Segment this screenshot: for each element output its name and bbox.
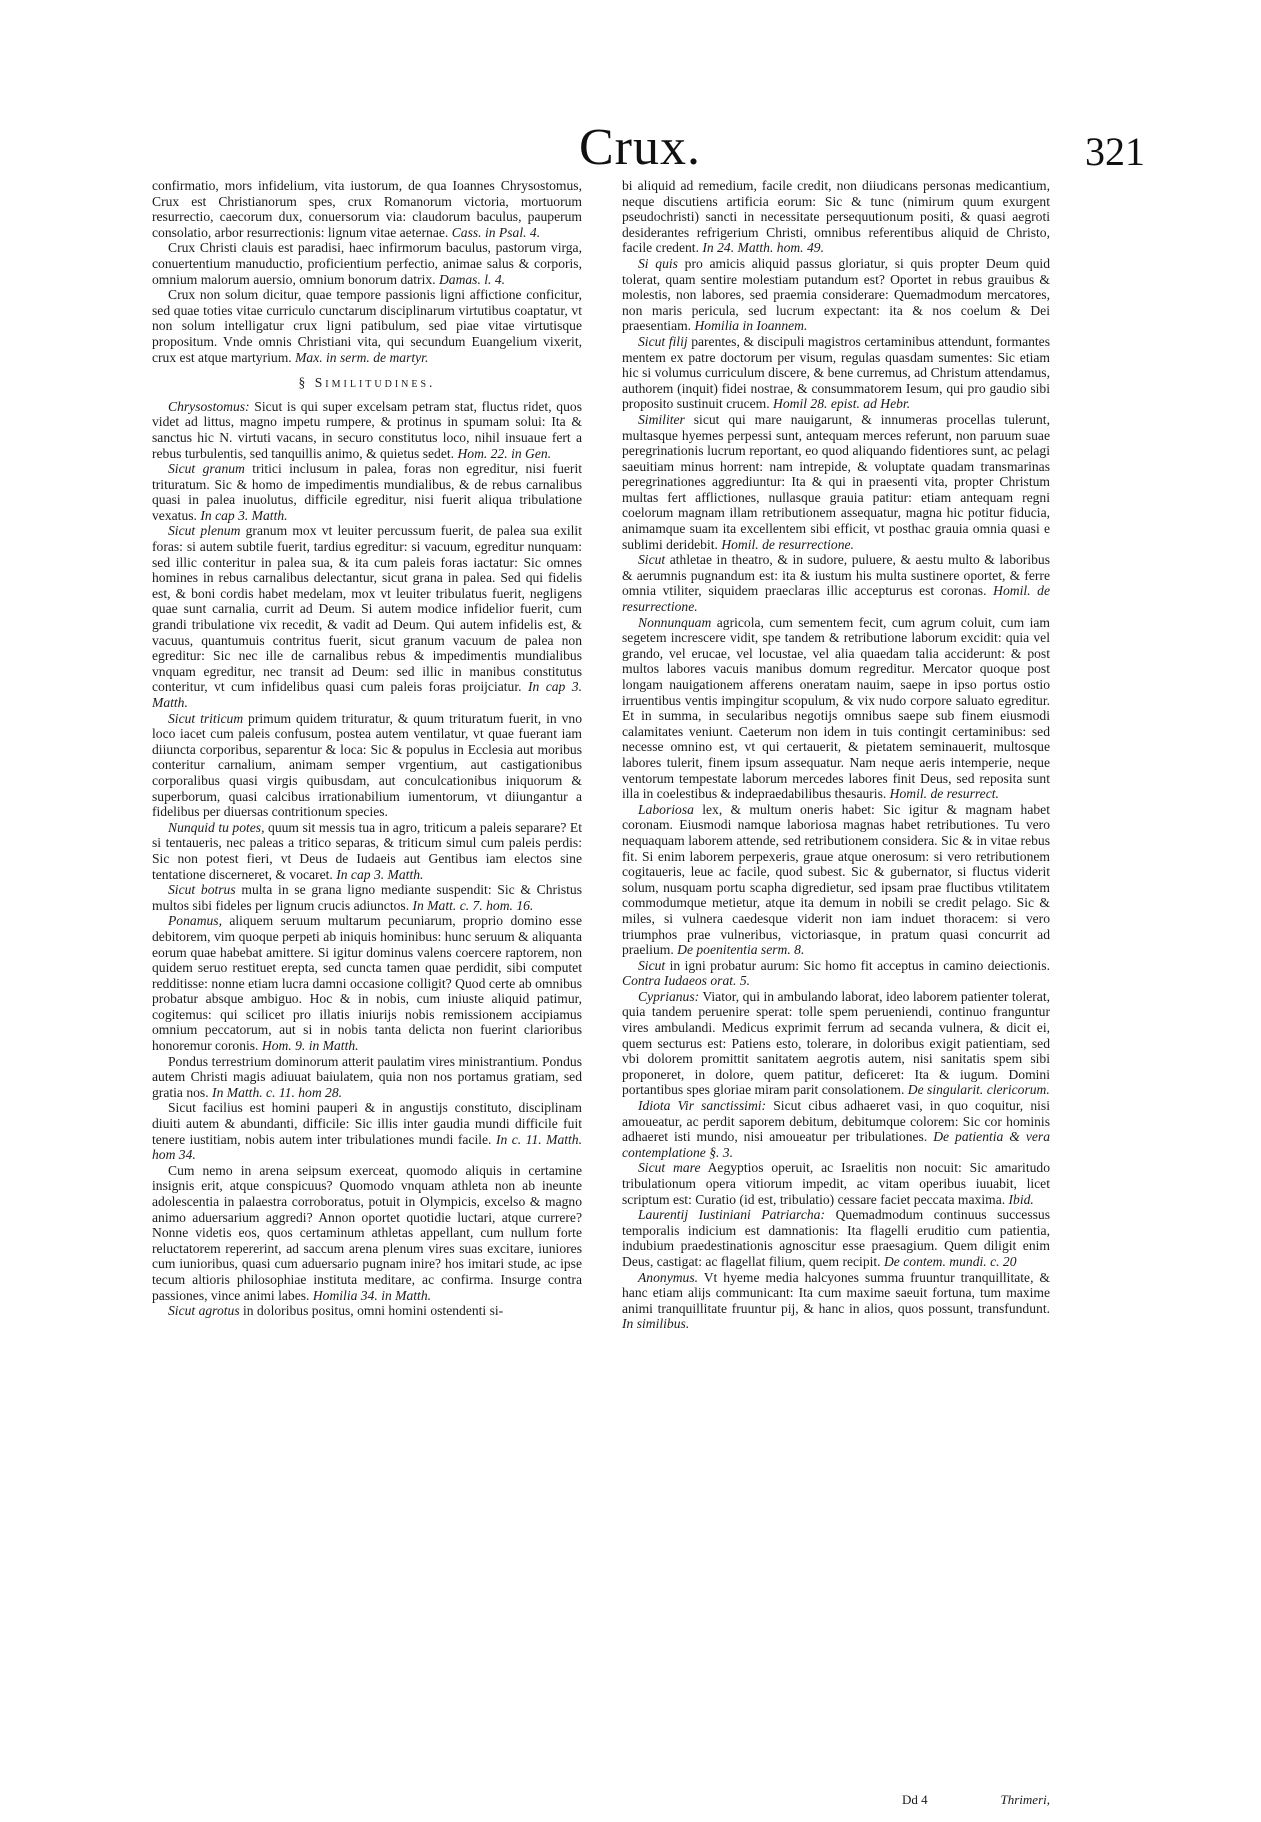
citation: In cap 3. Matth. [200,507,288,523]
paragraph: Cyprianus: Viator, qui in ambulando laborat, ideo laborem patienter tolerat, quia tandem peruenire sperat: tolle spem perueniendi, continuo franguntur vires ambulandi. Medicus exprimit ferrum ad secanda vulnera, & dicit ei, quem secturus est: Patiens esto, tolerare, in doloribus exigit patientiam, sed vbi dolorem promittit sanitatem aegrotis autem, nisi sanitatis spem sibi proponeret, in dolore, quem patitur, deficeret: Ita & iugum. Domini portantibus spes gloriae miram parit consolationem. De singularit. clericorum. [622,988,1050,1098]
signature-mark: Dd 4 [902,1792,928,1807]
right-column [622,178,1050,1332]
lead-word: Nunquid tu potes, [168,819,265,835]
lead-word: Sicut mare [638,1160,701,1176]
paragraph: Ponamus, aliquem seruum multarum pecuniarum, proprio domino esse debitorem, vim quoque perpeti ab iniquis hominibus: hunc seruum & aliquanta eorum quae habebat amittere. Si igitur dominus valens coercere raptorem, non quidem seruo restituet erepta, sed cuncta tamen quae perdidit, sibi computet redditisse: nonne etiam lucra damni occasione colligit? Quod certe ab omnibus probatur absque ambiguo. Hoc & in nobis, cum iniuste aliquid patimur, cogitemus: qui scilicet pro illatis iniurijs nobis remissionem accipiamus omnium peccatorum, aut si in nobis tanta delicta non fuerint clarioribus honoremur coronis. Hom. 9. in Matth. [152,913,582,1054]
paragraph: Sicut facilius est homini pauperi & in angustijs constituto, disciplinam diuiti autem & abundanti, difficile: Sic illis inter gaudia mundi difficile fuit tenere iustitiam, nobis autem inter tribulationes mundi facile. In c. 11. Matth. hom 34. [152,1100,583,1163]
lead-word: Idiota Vir sanctissimi: [638,1098,767,1114]
citation: Hom. 22. in Gen. [457,445,552,461]
citation: Max. in serm. de martyr. [295,349,429,365]
paragraph: Nonnunquam agricola, cum sementem fecit, cum agrum coluit, cum iam segetem increscere vidit, spe tandem & retributione laborum excidit: quia vel grando, vel erucae, vel locustae, vel alia quaedam talia acciderunt: & post multos labores vacuis manibus domum regreditur. Mercator quoque post longam nauigationem afferens oneratam nauim, saepe in ipso portus ostio irruentibus ventis impingitur scopulum, & vix nudo corpore saluato egreditur. Et in summa, in secularibus negotijs omnibus saepe sub finem eiusmodi calamitates veniunt. Caeterum non idem in tuis contingit certaminibus: sed necesse omnino est, vt qui certauerit, & pietatem seminauerit, multosque labores tulerit, finem ipsum assequatur. Nam neque aeris intemperie, neque ventorum tempestate laborum mercedes labores finit Deus, sed reposita sunt illa in coelestibus & indepraedabilibus thesauris. Homil. de resurrect. [622,614,1050,802]
lead-word: Sicut triticum [168,710,244,726]
paragraph: Sicut in igni probatur aurum: Sic homo fit acceptus in camino deiectionis. Contra Iudaeos orat. 5. [622,957,1050,989]
lead-word: Sicut plenum [168,523,241,539]
citation: Homil. de resurrectione. [622,583,1050,615]
citation: Homil. de resurrect. [889,786,999,802]
paragraph: Anonymus. Vt hyeme media halcyones summa fruuntur tranquillitate, & hanc etiam alijs communicant: Ita cum maxime saeuit fortuna, tum maxime animi tranquillitate fruuntur pij, & hanc in alios, quos possunt, transfundunt. In similibus. [622,1269,1050,1332]
lead-word: Similiter [638,411,685,427]
lead-word: Ponamus, [168,913,222,929]
citation: De contem. mundi. c. 20 [883,1253,1017,1269]
paragraph: Laurentij Iustiniani Patriarcha: Quemadmodum continuus successus temporalis indicium est damnationis: Ita flagelli eruditio cum patientia, indubium praedestinationis agnoscitur esse praesagium. Quem diligit enim Deus, castigat: ac flagellat filium, quem recipit. De contem. mundi. c. 20 [622,1207,1050,1269]
paragraph: bi aliquid ad remedium, facile credit, non diiudicans personas medicantium, neque discutiens artificia eorum: Sic & tunc (nimirum quum exurgent pseudochristi) sancti in necessitate persequutionum positi, & quasi aegroti desiderantes refrigerium Christi, omnibus referentibus aliquid de Christo, facile credent. In 24. Matth. hom. 49. [622,178,1050,256]
paragraph: Pondus terrestrium dominorum atterit paulatim vires ministrantium. Pondus autem Christi magis adiuuat baiulatem, quia non nos portamus gratiam, sed gratia nos. In Matth. c. 11. hom 28. [152,1053,582,1100]
citation: Hom. 9. in Matth. [261,1038,359,1054]
citation: In cap 3. Matth. [336,866,424,882]
paragraph: Chrysostomus: Sicut is qui super excelsam petram stat, fluctus ridet, quos videt ad littus, magno impetu rumpere, & protinus in spumam solui: Ita & sanctus hic N. virtuti vacans, in securo constitutus loco, nihil insuaue fert a rebus turbulentis, sed tanquillis animo, & quietus sedet. Hom. 22. in Gen. [152,398,582,461]
citation: In cap 3. Matth. [152,679,582,710]
paragraph: Similiter sicut qui mare nauigarunt, & innumeras procellas tulerunt, multasque hyemes perpessi sunt, antequam merces referunt, non paruum suae peregrinationis lucrum reportant, eo quod aliquando fidentiores sunt, ac pelagi saeuitiam minus horrent: nam intrepide, & voluptate quadam transmarinas peregrinationes aggrediuntur: Ita & qui in praesenti vita, propter Christum multas fert afflictiones, nullasque grauia patitur: etiam antequam regni coelorum magnam illam retributionem assequatur, magna hic potitur fiducia, animamque suam ita excellentem sibi efficit, vt posthac grauia omnia quasi e sublimi deridebit. Homil. de resurrectione. [622,411,1050,552]
citation: Homil. de resurrectione. [721,536,854,552]
lead-word: Laurentij Iustiniani Patriarcha: [638,1207,826,1223]
lead-word: Sicut filij [638,333,688,349]
paragraph: Sicut granum tritici inclusum in palea, foras non egreditur, nisi fuerit trituratum. Sic & homo de impedimentis mundialibus, & de rebus carnalibus quasi in palea inuolutus, difficile egreditur, nisi fuerit aliqua tribulatione vexatus. In cap 3. Matth. [152,461,583,523]
citation: Homilia in Ioannem. [694,318,808,334]
paragraph: Crux non solum dicitur, quae tempore passionis ligni affictione conficitur, sed quae toties vitae curriculo cunctarum disciplinarum virtutibus coaptatur, vt non solum intelligatur crux ligni patibulum, sed piae vitae virtutisque propositum. Vnde omnis Christiani vita, qui secundum Euangelium vixerit, crux est atque martyrium. Max. in serm. de martyr. [152,287,582,365]
citation: Homilia 34. in Matth. [312,1287,432,1303]
citation: In 24. Matth. hom. 49. [702,240,824,256]
lead-word: Cyprianus: [638,988,700,1004]
citation: In Matt. c. 7. hom. 16. [412,897,534,913]
citation: In c. 11. Matth. hom 34. [152,1131,583,1163]
section-heading: § Similitudines. [298,375,436,391]
lead-word: Si quis [638,255,678,271]
lead-word: Anonymus. [638,1269,699,1285]
paragraph: confirmatio, mors infidelium, vita iustorum, de qua Ioannes Chrysostomus, Crux est Christianorum spes, crux Romanorum victoria, mortuorum resurrectio, caecorum dux, conuersorum via: claudorum baculus, pauperum consolatio, arbor resurrectionis: lignum vitae aeternae. Cass. in Psal. 4. [152,178,582,240]
citation: De poenitentia serm. 8. [677,942,805,958]
paragraph: Idiota Vir sanctissimi: Sicut cibus adhaeret vasi, in quo coquitur, nisi amoueatur, ac perdit saporem debitum, debitumque colorem: Sic cor hominis adhaeret isti mundo, nisi amoueatur per tribulationes. De patientia & vera contemplatione §. 3. [622,1098,1050,1160]
paragraph: Sicut triticum primum quidem trituratur, & quum trituratum fuerit, in vno loco iacet cum paleis confusum, postea autem ventilatur, vt quae fuerant iam diiuncta corporibus, separentur & loca: Sic & populus in Ecclesia aut moribus conteritur carnalium, animam semper vrgentium, aut castigationibus corporalibus quasi virgis quibusdam, aut conculcationibus iniquorum & superborum, quasi calcibus irrationabilium iumentorum, vt diiungantur a fidelibus per diuersas contritionum species. [152,710,582,820]
page-number: 321 [1085,129,1145,174]
citation: De patientia & vera contemplatione §. 3. [622,1129,1050,1160]
paragraph: Sicut botrus multa in se grana ligno mediante suspendit: Sic & Christus multos sibi fideles per lignum crucis adiunctos. In Matt. c. 7. hom. 16. [152,882,583,913]
paragraph: Sicut filij parentes, & discipuli magistros certaminibus attendunt, formantes mentem ex patre doctorum per visum, regulas quasdam sumentes: Sic etiam hic si volumus curriculum discere, & bene curremus, ad Christum attendamus, authorem (inquit) fidei nostrae, & consummatorem Iesum, qui pro gaudio sibi proposito sustinuit crucem. Homil 28. epist. ad Hebr. [622,333,1050,412]
citation: Contra Iudaeos orat. 5. [622,973,751,989]
running-title: Crux. [579,119,701,176]
paragraph: Crux Christi clauis est paradisi, haec infirmorum baculus, pastorum virga, conuertentium manuductio, proficientium perfectio, animae salus & corporis, omnium malorum auersio, omnium bonorum datrix. Damas. l. 4. [152,240,582,287]
lead-word: Sicut [638,552,666,568]
catchword: Thrimeri, [1000,1792,1050,1807]
lead-word: Sicut agrotus [168,1303,240,1319]
paragraph: Laboriosa lex, & multum oneris habet: Sic igitur & magnam habet coronam. Eiusmodi namque laboriosa magnas habet retributiones. Tu vero nequaquam laborem attende, sed retributionem considera. Sic & in vitae rebus fit. Si enim laborem perpexeris, graue atque onerosum: si vero retributionem cogitaueris, leue ac facile, quod subest. Sic & gubernator, si fluctus viderit solum, nusquam portu scapha digredietur, sed ipsam prae fluctibus vtilitatem commodumque metietur, atque ita demum in nobili se credit pelago. Sic & miles, si vulnera caedesque viderit non iam induet thoracem: si vero triumphos prae vulneribus, victoriasque, in pratum quasi concurrit ad praelium. De poenitentia serm. 8. [622,801,1050,958]
left-column [152,178,582,1319]
paragraph: Cum nemo in arena seipsum exerceat, quomodo aliquis in certamine insignis erit, atque conspicuus? Quomodo vnquam athleta non ab ineunte adolescentia in palaestra corroboratus, potuit in Olympicis, excelso & magno animo aduersarium aggredi? Annon oportet quotidie luctari, atque currere? Nonne videtis eos, quos certaminum athletas appellant, cum nullum forte reluctatorem repererint, ad saccum arena plenum vires suas excitare, iuniores cum iunioribus, quasi cum aduersario pugnam inire? hos imitari stude, ac ipse tecum altioris philosophiae instituta meditare, ac confirma. Insurge contra passiones, vince animi labes. Homilia 34. in Matth. [152,1162,582,1303]
paragraph: Sicut agrotus in doloribus positus, omni homini ostendenti si- [168,1303,504,1319]
lead-word: Sicut granum [168,461,245,477]
lead-word: Laboriosa [638,801,694,817]
citation: In similibus. [622,1316,690,1332]
citation: Damas. l. 4. [438,271,506,287]
citation: In Matth. c. 11. hom 28. [212,1084,343,1100]
lead-word: Sicut botrus [168,882,236,898]
citation: Homil 28. epist. ad Hebr. [773,396,911,412]
paragraph: Sicut mare Aegyptios operuit, ac Israelitis non nocuit: Sic amaritudo tribulationum opera vitiorum impedit, ac vitam operibus iuuabit, licet scriptum est: Curatio (id est, tribulatio) cessare faciet peccata maxima. Ibid. [622,1160,1050,1207]
paragraph: Sicut athletae in theatro, & in sudore, puluere, & aestu multo & laboribus & aerumnis pugnandum est: ita & iustum his multa sustinere oportet, & ferre omnia vtiliter, siquidem praeclaras illic accepturus est coronas. Homil. de resurrectione. [622,552,1050,615]
paragraph: Sicut plenum granum mox vt leuiter percussum fuerit, de palea sua exilit foras: si autem subtile fuerit, tardius egreditur: si vacuum, egreditur nunquam: sed illic conteritur in palea sua, & ita cum paleis foras iactatur: Sic omnes homines in rebus carnalibus delectantur, sicut grana in palea. Sed qui fidelis est, & boni cordis habet medelam, mox vt leuiter tribulatus fuerit, negligens quae sunt carnalia, currit ad Deum. Si autem modice infidelior fuerit, cum grandi tribulatione vix recedit, & vadit ad Deum. Qui autem infidelis est, & vacuus, quantumuis contritus fuerit, sicut granum vacuum de palea non egreditur: Sic nec ille de carnalibus rebus & impedimentis mundialibus vnquam egreditur, nec transit ad Deum: sed illic in manibus constitutus conteritur, vt cum infidelibus quasi cum paleis foras proijciatur. In cap 3. Matth. [152,523,582,710]
lead-word: Nonnunquam [638,614,712,630]
lead-word: Chrysostomus: [168,398,250,414]
paragraph: Nunquid tu potes, quum sit messis tua in agro, triticum a paleis separare? Et si tentaueris, nec paleas a tritico separas, & triticum simul cum paleis perdis: Sic non potest fieri, vt Deus de Iudaeis aut Gentibus iam electos sine tentatione discerneret, & vocaret. In cap 3. Matth. [152,819,582,882]
citation: De singularit. clericorum. [907,1082,1050,1098]
paragraph: Si quis pro amicis aliquid passus gloriatur, si quis propter Deum quid tolerat, quam sentire molestiam putandum est? Oportet in rebus grauibus & molestis, non labores, sed praemia considerare: Quemadmodum mercatores, non maris pericula, sed lucrum expectant: ita & nos coelum & Dei praesentiam. Homilia in Ioannem. [622,255,1050,334]
citation: Cass. in Psal. 4. [451,224,541,240]
lead-word: Sicut [638,957,666,973]
citation: Ibid. [1008,1191,1034,1207]
